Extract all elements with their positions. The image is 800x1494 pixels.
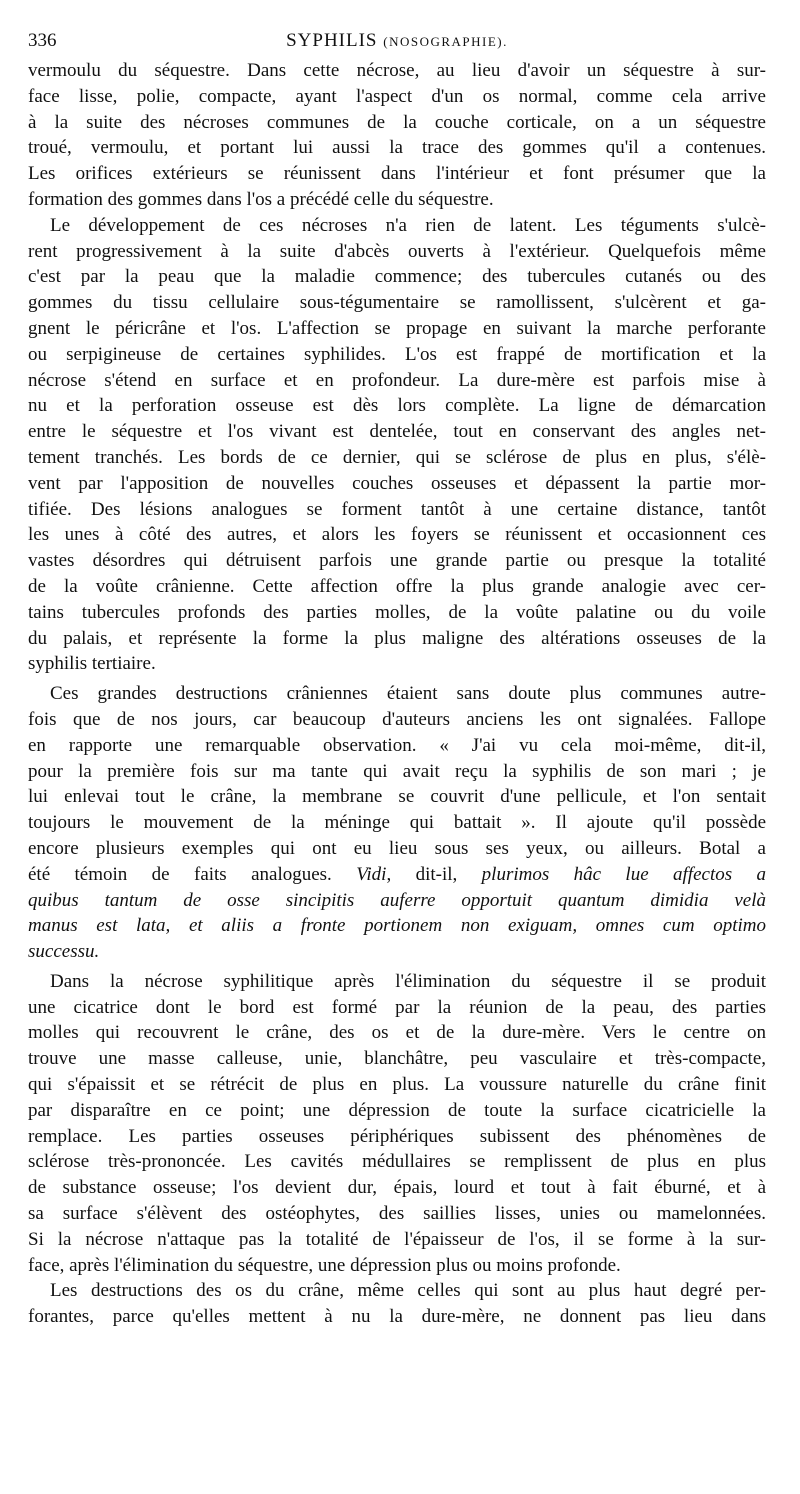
text-line: gommes du tissu cellulaire sous-tégumentaire se ramollissent, s'ulcèrent et ga- bbox=[28, 292, 766, 314]
page-number: 336 bbox=[28, 30, 57, 51]
latin-line: manus est lata, et aliis a fronte portionem non exiguam, omnes cum optimo bbox=[28, 915, 766, 937]
paragraph bbox=[28, 681, 766, 965]
running-header bbox=[28, 22, 766, 58]
body-text bbox=[28, 58, 766, 1330]
paragraph bbox=[28, 213, 766, 677]
running-title-main: SYPHILIS bbox=[286, 30, 378, 51]
latin-line: quibus tantum de osse sincipitis auferre opportuit quantum dimidia velà bbox=[28, 889, 766, 911]
text-line: sa surface s'élèvent des ostéophytes, des saillies lisses, unies ou mamelonnées. bbox=[28, 1203, 766, 1225]
text-line: vent par l'apposition de nouvelles couches osseuses et dépassent la partie mor- bbox=[28, 472, 766, 494]
text-line: vastes désordres qui détruisent parfois une grande partie ou presque la totalité bbox=[28, 550, 766, 572]
text-line: formation des gommes dans l'os a précédé celle du séquestre. bbox=[28, 188, 494, 210]
text-line: à la suite des nécroses communes de la couche corticale, on a un séquestre bbox=[28, 111, 766, 133]
text-line: syphilis tertiaire. bbox=[28, 653, 156, 675]
text-line: trouve une masse calleuse, unie, blanchâtre, peu vasculaire et très-compacte, bbox=[28, 1048, 766, 1070]
paragraph bbox=[28, 1278, 766, 1330]
text-line: pour la première fois sur ma tante qui avait reçu la syphilis de son mari ; je bbox=[28, 760, 766, 782]
text-line: sclérose très-prononcée. Les cavités médullaires se remplissent de plus en plus bbox=[28, 1151, 766, 1173]
paragraph bbox=[28, 58, 766, 213]
text-line: toujours le mouvement de la méninge qui battait ». Il ajoute qu'il possède bbox=[28, 812, 766, 834]
text-line: du palais, et représente la forme la plus maligne des altérations osseuses de la bbox=[28, 627, 766, 649]
text-line: Le développement de ces nécroses n'a rien de latent. Les téguments s'ulcè- bbox=[50, 214, 766, 236]
text-line bbox=[28, 862, 766, 888]
text-line: Les destructions des os du crâne, même celles qui sont au plus haut degré per- bbox=[50, 1280, 766, 1302]
text-line: Ces grandes destructions crâniennes étaient sans doute plus communes autre- bbox=[50, 683, 766, 705]
text-line: de substance osseuse; l'os devient dur, épais, lourd et tout à fait éburné, et à bbox=[28, 1177, 766, 1199]
text-line: Les orifices extérieurs se réunissent dans l'intérieur et font présumer que la bbox=[28, 163, 766, 185]
latin-line: successu. bbox=[28, 941, 100, 963]
latin-quote: plurimos hâc lue affectos a bbox=[481, 863, 766, 885]
text-line: face, après l'élimination du séquestre, une dépression plus ou moins profonde. bbox=[28, 1254, 621, 1276]
text-line: entre le séquestre et l'os vivant est dentelée, tout en conservant des angles net- bbox=[28, 421, 766, 443]
text-line: tement tranchés. Les bords de ce dernier, qui se sclérose de plus en plus, s'élè- bbox=[28, 446, 766, 468]
text-line: les unes à côté des autres, et alors les foyers se réunissent et occasionnent ces bbox=[28, 524, 766, 546]
text-line: rent progressivement à la suite d'abcès ouverts à l'extérieur. Quelquefois même bbox=[28, 240, 766, 262]
text-line: en rapporte une remarquable observation. « J'ai vu cela moi-même, dit-il, bbox=[28, 734, 766, 756]
text-line: Si la nécrose n'attaque pas la totalité de l'épaisseur de l'os, il se forme à la sur- bbox=[28, 1228, 766, 1250]
text-line: une cicatrice dont le bord est formé par la réunion de la peau, des parties bbox=[28, 996, 766, 1018]
text-line: tifiée. Des lésions analogues se forment tantôt à une certaine distance, tantôt bbox=[28, 498, 766, 520]
latin-quote-start: Vidi bbox=[356, 863, 387, 885]
text-line: encore plusieurs exemples qui ont eu lieu sous ses yeux, ou ailleurs. Botal a bbox=[28, 837, 766, 859]
running-title bbox=[28, 30, 766, 52]
text-line: de la voûte crânienne. Cette affection offre la plus grande analogie avec cer- bbox=[28, 575, 766, 597]
paragraph bbox=[28, 969, 766, 1279]
text-line: tains tubercules profonds des parties molles, de la voûte palatine ou du voile bbox=[28, 601, 766, 623]
text-line: remplace. Les parties osseuses périphériques subissent des phénomènes de bbox=[28, 1125, 766, 1147]
text-run: été témoin de faits analogues. bbox=[28, 863, 332, 885]
text-line: nu et la perforation osseuse est dès lors complète. La ligne de démarcation bbox=[28, 395, 766, 417]
running-title-sub: (NOSOGRAPHIE). bbox=[383, 34, 508, 49]
text-line: par disparaître en ce point; une dépression de toute la surface cicatricielle la bbox=[28, 1099, 766, 1121]
text-line: troué, vermoulu, et portant lui aussi la trace des gommes qu'il a contenues. bbox=[28, 137, 766, 159]
text-line: nécrose s'étend en surface et en profondeur. La dure-mère est parfois mise à bbox=[28, 369, 766, 391]
text-line: c'est par la peau que la maladie commence; des tubercules cutanés ou des bbox=[28, 266, 766, 288]
text-line: fois que de nos jours, car beaucoup d'auteurs anciens les ont signalées. Fallope bbox=[28, 708, 766, 730]
text-line: gnent le péricrâne et l'os. L'affection se propage en suivant la marche perforante bbox=[28, 317, 766, 339]
text-line: forantes, parce qu'elles mettent à nu la dure-mère, ne donnent pas lieu dans bbox=[28, 1306, 766, 1328]
text-line: ou serpigineuse de certaines syphilides. L'os est frappé de mortification et la bbox=[28, 343, 766, 365]
text-line: face lisse, polie, compacte, ayant l'aspect d'un os normal, comme cela arrive bbox=[28, 85, 766, 107]
text-line: molles qui recouvrent le crâne, des os et de la dure-mère. Vers le centre on bbox=[28, 1022, 766, 1044]
page bbox=[28, 22, 766, 1330]
text-line: qui s'épaissit et se rétrécit de plus en plus. La voussure naturelle du crâne finit bbox=[28, 1074, 766, 1096]
text-line: Dans la nécrose syphilitique après l'élimination du séquestre il se produit bbox=[50, 970, 766, 992]
text-run: , dit-il, bbox=[386, 863, 482, 885]
text-line: vermoulu du séquestre. Dans cette nécrose, au lieu d'avoir un séquestre à sur- bbox=[28, 60, 766, 81]
text-line: lui enlevai tout le crâne, la membrane se couvrit d'une pellicule, et l'on sentait bbox=[28, 786, 766, 808]
